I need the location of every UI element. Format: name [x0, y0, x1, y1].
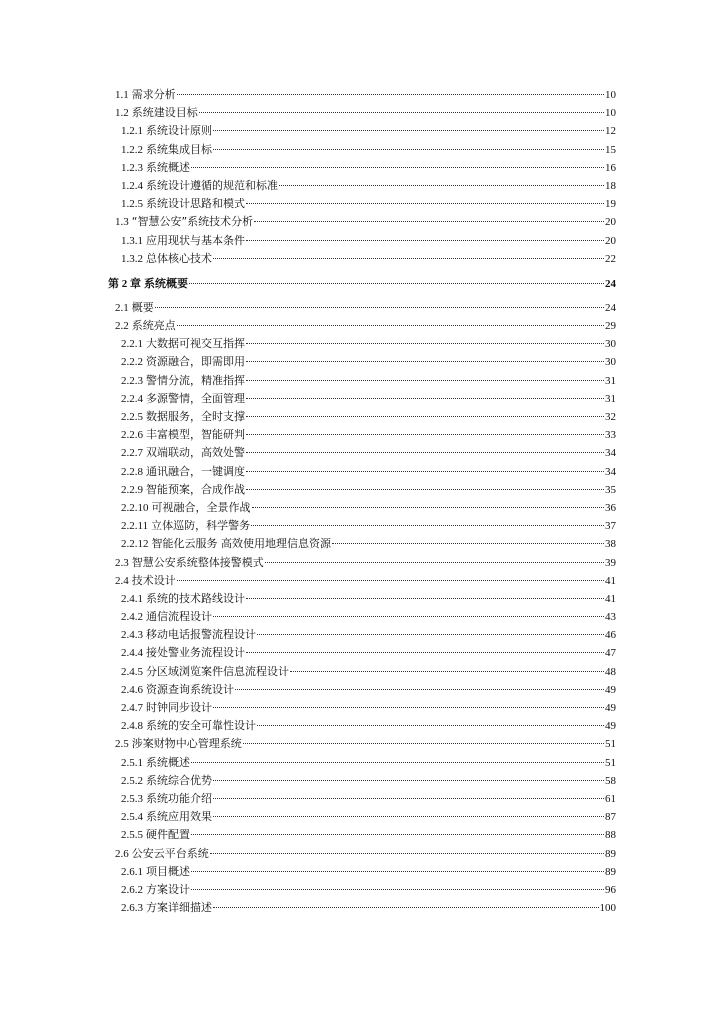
toc-dot-leader	[235, 689, 604, 690]
toc-entry-number: 2.6	[115, 847, 129, 860]
toc-entry[interactable]	[108, 372, 616, 390]
toc-entry-number: 1.2.1	[121, 125, 143, 138]
toc-entry-title: 涉案财物中心管理系统	[131, 737, 242, 751]
toc-entry[interactable]	[108, 681, 616, 699]
toc-dot-leader	[189, 283, 604, 284]
toc-entry-number: 2.2.7	[121, 447, 143, 460]
toc-dot-leader	[191, 889, 604, 890]
toc-entry-number: 2.2.5	[121, 411, 143, 423]
toc-entry-number: 2.2.4	[121, 392, 143, 405]
toc-entry-number: 2.2.12	[121, 538, 149, 551]
toc-entry-title: 立体巡防，科学警务	[151, 519, 251, 533]
toc-entry-page-number: 100	[599, 902, 616, 915]
toc-entry[interactable]	[108, 826, 616, 844]
toc-entry-page-number: 38	[605, 538, 616, 551]
toc-entry-title: 通信流程设计	[146, 610, 212, 624]
toc-entry[interactable]	[108, 717, 616, 735]
toc-entry-title: 方案详细描述	[146, 901, 212, 915]
toc-entry[interactable]	[108, 317, 616, 335]
toc-entry-number: 2.2.10	[121, 501, 149, 514]
toc-entry-title: 智慧公安系统整体接警模式	[131, 555, 264, 569]
toc-dot-leader	[177, 325, 604, 326]
toc-entry-title: 分区域浏览案件信息流程设计	[146, 664, 289, 678]
toc-entry-number: 2.6.3	[121, 902, 143, 915]
toc-entry[interactable]	[108, 772, 616, 790]
toc-entry-page-number: 34	[605, 465, 616, 478]
toc-dot-leader	[257, 634, 604, 635]
toc-dot-leader	[213, 798, 604, 799]
toc-entry-title: 时钟同步设计	[146, 701, 212, 714]
toc-entry[interactable]	[108, 390, 616, 408]
toc-entry-title: 大数据可视交互指挥	[146, 337, 245, 351]
toc-entry-page-number: 24	[605, 277, 616, 290]
toc-entry-page-number: 58	[605, 774, 616, 787]
toc-entry-page-number: 19	[605, 198, 616, 211]
toc-entry-title: 系统概述	[146, 755, 190, 769]
toc-dot-leader	[254, 221, 604, 222]
toc-dot-leader	[191, 871, 604, 872]
toc-entry-number: 2.3	[115, 556, 129, 569]
toc-entry-page-number: 87	[605, 811, 616, 824]
toc-dot-leader	[246, 434, 604, 435]
toc-entry-title: 系统建设目标	[131, 106, 198, 120]
toc-dot-leader	[246, 380, 604, 381]
toc-entry-page-number: 33	[605, 429, 616, 442]
toc-entry-title: 硬件配置	[146, 828, 190, 842]
toc-entry[interactable]	[108, 408, 616, 426]
toc-dot-leader	[213, 130, 604, 131]
toc-dot-leader	[246, 652, 604, 653]
toc-entry-title: 移动电话报警流程设计	[146, 628, 256, 642]
toc-entry-page-number: 96	[605, 883, 616, 896]
toc-entry-number: 2.2.8	[121, 465, 143, 478]
toc-entry-page-number: 47	[605, 647, 616, 660]
toc-entry-page-number: 43	[605, 611, 616, 624]
toc-entry-page-number: 30	[605, 356, 616, 369]
toc-entry-page-number: 10	[605, 89, 616, 101]
toc-entry-page-number: 51	[605, 756, 616, 769]
toc-entry-page-number: 12	[605, 125, 616, 138]
toc-entry-page-number: 31	[605, 392, 616, 405]
toc-entry[interactable]	[108, 554, 616, 572]
toc-entry[interactable]	[108, 353, 616, 371]
toc-entry[interactable]	[108, 808, 616, 826]
toc-entry[interactable]	[108, 590, 616, 608]
toc-entry-page-number: 32	[605, 411, 616, 423]
toc-entry[interactable]	[108, 608, 616, 626]
toc-entry-number: 2.5.1	[121, 756, 143, 769]
table-of-contents	[108, 86, 616, 917]
toc-entry-number: 1.2	[115, 107, 129, 120]
toc-entry-title: 系统集成目标	[146, 142, 212, 156]
toc-entry-title: 系统综合优势	[146, 773, 212, 787]
toc-entry-page-number: 16	[605, 161, 616, 174]
toc-entry[interactable]	[108, 899, 616, 917]
toc-entry-page-number: 51	[605, 738, 616, 751]
toc-entry-title: 资源融合，即需即用	[146, 355, 245, 369]
toc-entry-number: 2.2	[115, 320, 129, 333]
toc-entry-title: 系统概述	[146, 160, 190, 174]
toc-entry[interactable]	[108, 499, 616, 517]
toc-entry-title: 公安云平台系统	[131, 846, 209, 860]
toc-entry-page-number: 22	[605, 252, 616, 265]
toc-entry-title: 应用现状与基本条件	[146, 233, 245, 247]
toc-entry-number: 2.4.3	[121, 629, 143, 642]
toc-dot-leader	[213, 616, 604, 617]
toc-entry-page-number: 41	[605, 592, 616, 605]
toc-entry-number: 2.2.1	[121, 338, 143, 351]
toc-entry-number: 2.2.3	[121, 374, 143, 387]
toc-entry-number: 1.3.1	[121, 234, 143, 247]
toc-entry[interactable]	[108, 104, 616, 122]
toc-entry-number: 2.4.5	[121, 665, 143, 678]
toc-dot-leader	[265, 562, 604, 563]
toc-entry-number: 2.5.5	[121, 829, 143, 842]
toc-entry[interactable]	[108, 663, 616, 681]
toc-entry[interactable]	[108, 699, 616, 717]
toc-entry[interactable]	[108, 177, 616, 195]
toc-dot-leader	[213, 707, 604, 708]
toc-entry-number: 2.4.8	[121, 720, 143, 733]
toc-entry-number: 2.4.2	[121, 611, 143, 624]
toc-entry-number: 2.5.2	[121, 774, 143, 787]
toc-dot-leader	[199, 112, 604, 113]
toc-dot-leader	[246, 452, 604, 453]
toc-dot-leader	[246, 203, 604, 204]
toc-entry-number: 1.1	[115, 89, 129, 101]
toc-entry-page-number: 18	[605, 179, 616, 192]
toc-entry-page-number: 35	[605, 483, 616, 496]
toc-dot-leader	[246, 471, 604, 472]
toc-entry-title: 警情分流，精准指挥	[146, 373, 245, 387]
toc-entry[interactable]	[108, 572, 616, 590]
toc-entry-title: 需求分析	[131, 88, 176, 101]
toc-entry-page-number: 24	[605, 301, 616, 314]
toc-entry-page-number: 88	[605, 829, 616, 842]
toc-entry[interactable]	[108, 626, 616, 644]
toc-entry[interactable]	[108, 444, 616, 462]
toc-dot-leader	[246, 416, 604, 417]
toc-entry-page-number: 20	[605, 216, 616, 229]
toc-entry-title: 智能化云服务 高效使用地理信息资源	[151, 537, 331, 551]
toc-entry[interactable]	[108, 790, 616, 808]
toc-dot-leader	[332, 543, 604, 544]
toc-entry[interactable]	[108, 463, 616, 481]
toc-entry-page-number: 49	[605, 702, 616, 714]
toc-entry-title: 项目概述	[146, 864, 190, 878]
toc-entry-number: 2.5	[115, 738, 129, 751]
toc-entry-page-number: 30	[605, 338, 616, 351]
toc-dot-leader	[257, 725, 604, 726]
toc-entry-title: 通讯融合，一键调度	[146, 464, 245, 478]
toc-dot-leader	[191, 167, 604, 168]
toc-entry-number: 2.4.6	[121, 683, 143, 696]
toc-entry-title: 资源查询系统设计	[146, 682, 234, 696]
toc-entry[interactable]	[108, 213, 616, 231]
toc-entry-number: 1.2.3	[121, 161, 143, 174]
toc-dot-leader	[251, 525, 604, 526]
toc-entry-page-number: 31	[605, 374, 616, 387]
toc-entry-title: 技术设计	[131, 573, 176, 587]
toc-entry-number: 2.2.6	[121, 429, 143, 442]
toc-entry-number: 2.2.11	[121, 520, 149, 533]
toc-entry[interactable]	[108, 426, 616, 444]
toc-entry-page-number: 20	[605, 234, 616, 247]
toc-dot-leader	[246, 343, 604, 344]
toc-entry-page-number: 48	[605, 665, 616, 678]
toc-entry-number: 2.2.9	[121, 483, 143, 496]
toc-entry-title: 双端联动，高效处警	[146, 446, 245, 460]
toc-entry-page-number: 34	[605, 447, 616, 460]
toc-entry[interactable]	[108, 517, 616, 535]
toc-entry-title: 可视融合，全景作战	[151, 500, 251, 514]
toc-dot-leader	[213, 907, 599, 908]
toc-entry-title: 系统概要	[144, 276, 188, 290]
toc-entry-number: 1.3.2	[121, 252, 143, 265]
toc-entry[interactable]	[108, 195, 616, 213]
toc-dot-leader	[279, 185, 604, 186]
toc-dot-leader	[213, 816, 604, 817]
toc-entry-title: 智能预案，合成作战	[146, 482, 245, 496]
toc-dot-leader	[213, 258, 604, 259]
toc-entry[interactable]	[108, 881, 616, 899]
toc-entry-page-number: 89	[605, 847, 616, 860]
toc-entry-title: 系统的安全可靠性设计	[146, 719, 256, 733]
toc-entry-title: 方案设计	[146, 882, 190, 896]
toc-entry-number: 2.5.3	[121, 792, 143, 805]
toc-entry-page-number: 49	[605, 683, 616, 696]
toc-entry-number: 2.6.2	[121, 883, 143, 896]
toc-entry-title: 丰富模型，智能研判	[146, 428, 245, 442]
toc-entry-number: 1.3	[115, 216, 129, 229]
toc-entry[interactable]	[108, 250, 616, 268]
toc-entry-number: 第 2 章	[108, 277, 141, 290]
toc-entry-title: 系统设计原则	[146, 124, 212, 138]
toc-entry[interactable]	[108, 481, 616, 499]
toc-dot-leader	[246, 361, 604, 362]
toc-entry-number: 2.2.2	[121, 356, 143, 369]
toc-entry-page-number: 15	[605, 143, 616, 156]
toc-dot-leader	[252, 507, 605, 508]
toc-entry-title: 系统功能介绍	[146, 791, 212, 805]
toc-entry-title: 系统设计遵循的规范和标准	[146, 178, 278, 192]
toc-entry-number: 2.4.1	[121, 592, 143, 605]
toc-entry-title: 概要	[131, 300, 154, 314]
toc-entry-number: 2.6.1	[121, 865, 143, 878]
toc-entry-number: 1.2.4	[121, 179, 143, 192]
toc-dot-leader	[177, 580, 604, 581]
toc-entry-page-number: 41	[605, 574, 616, 587]
toc-entry[interactable]	[108, 754, 616, 772]
toc-dot-leader	[246, 598, 604, 599]
toc-entry-title: “智慧公安”系统技术分析	[131, 215, 254, 229]
toc-entry-number: 2.5.4	[121, 811, 143, 824]
toc-entry[interactable]	[108, 141, 616, 159]
toc-entry-page-number: 10	[605, 107, 616, 120]
toc-dot-leader	[213, 149, 604, 150]
toc-entry[interactable]	[108, 159, 616, 177]
toc-entry[interactable]	[108, 644, 616, 662]
toc-entry[interactable]	[108, 735, 616, 753]
toc-entry-number: 1.2.2	[121, 143, 143, 156]
toc-entry-page-number: 46	[605, 629, 616, 642]
toc-entry[interactable]	[108, 335, 616, 353]
toc-entry-title: 系统应用效果	[146, 810, 212, 824]
toc-entry-title: 多源警情，全面管理	[146, 391, 245, 405]
toc-entry-title: 接处警业务流程设计	[146, 646, 245, 660]
toc-entry-page-number: 89	[605, 865, 616, 878]
toc-entry[interactable]	[108, 845, 616, 863]
toc-entry-page-number: 61	[605, 792, 616, 805]
toc-entry-page-number: 49	[605, 720, 616, 733]
toc-entry-page-number: 39	[605, 556, 616, 569]
toc-entry-page-number: 37	[605, 520, 616, 533]
toc-dot-leader	[243, 743, 604, 744]
toc-entry[interactable]	[108, 86, 616, 104]
toc-entry-title: 系统设计思路和模式	[146, 197, 245, 211]
toc-entry-title: 总体核心技术	[146, 251, 212, 265]
toc-entry[interactable]	[108, 535, 616, 553]
toc-entry-title: 系统亮点	[131, 319, 176, 333]
toc-dot-leader	[246, 489, 604, 490]
toc-entry-page-number: 36	[605, 501, 616, 514]
toc-entry[interactable]	[108, 863, 616, 881]
toc-entry-page-number: 29	[605, 320, 616, 333]
toc-entry-number: 2.4	[115, 574, 129, 587]
toc-dot-leader	[191, 834, 604, 835]
toc-entry-number: 2.1	[115, 301, 129, 314]
toc-dot-leader	[210, 853, 604, 854]
toc-dot-leader	[155, 307, 604, 308]
toc-dot-leader	[213, 780, 604, 781]
toc-entry[interactable]	[108, 232, 616, 250]
toc-entry-number: 1.2.5	[121, 198, 143, 211]
toc-entry-number: 2.4.7	[121, 702, 143, 714]
toc-dot-leader	[177, 94, 604, 95]
toc-chapter-entry[interactable]	[108, 271, 616, 297]
toc-entry-title: 系统的技术路线设计	[146, 591, 245, 605]
toc-dot-leader	[290, 671, 604, 672]
toc-entry[interactable]	[108, 122, 616, 140]
toc-dot-leader	[191, 762, 604, 763]
toc-entry-title: 数据服务，全时支撑	[146, 410, 245, 423]
toc-dot-leader	[246, 398, 604, 399]
toc-entry-number: 2.4.4	[121, 647, 143, 660]
toc-entry[interactable]	[108, 299, 616, 317]
toc-dot-leader	[246, 240, 604, 241]
